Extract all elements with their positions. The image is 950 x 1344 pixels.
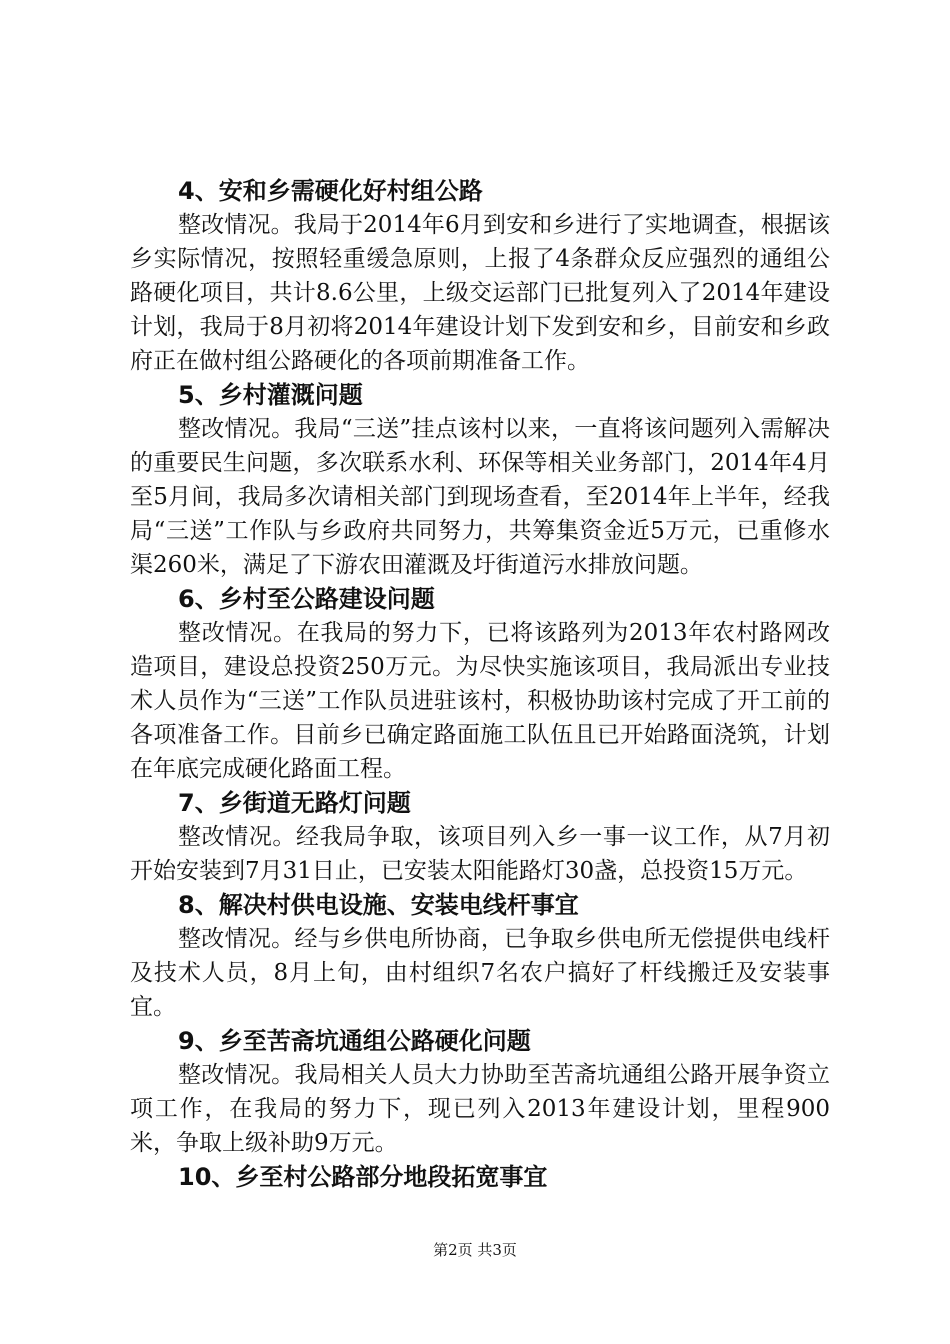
section-heading: 4、安和乡需硬化好村组公路: [178, 177, 483, 205]
section-9: [130, 1024, 830, 1160]
document-body: [130, 174, 830, 1194]
section-heading: 6、乡村至公路建设问题: [178, 585, 435, 613]
section-heading: 5、乡村灌溉问题: [178, 381, 363, 409]
section-heading: 9、乡至苦斋坑通组公路硬化问题: [178, 1027, 531, 1055]
section-5: [130, 378, 830, 582]
section-paragraph: 整改情况。经我局争取，该项目列入乡一事一议工作，从7月初开始安装到7月31日止，已安装太阳能路灯30盏，总投资15万元。: [130, 824, 830, 884]
section-heading: 8、解决村供电设施、安装电线杆事宜: [178, 891, 579, 919]
page-number-footer: 第2页 共3页: [433, 1241, 517, 1259]
section-7: [130, 786, 830, 888]
section-paragraph: 整改情况。我局于2014年6月到安和乡进行了实地调查，根据该乡实际情况，按照轻重缓急原则，上报了4条群众反应强烈的通组公路硬化项目，共计8.6公里，上级交运部门已批复列入了2014年建设计划，我局于8月初将2014年建设计划下发到安和乡，目前安和乡政府正在做村组公路硬化的各项前期准备工作。: [130, 212, 830, 374]
section-paragraph: 整改情况。我局相关人员大力协助至苦斋坑通组公路开展争资立项工作，在我局的努力下，现已列入2013年建设计划，里程900米，争取上级补助9万元。: [130, 1062, 830, 1156]
section-heading: 7、乡街道无路灯问题: [178, 789, 411, 817]
section-8: [130, 888, 830, 1024]
section-paragraph: 整改情况。我局“三送”挂点该村以来，一直将该问题列入需解决的重要民生问题，多次联系水利、环保等相关业务部门，2014年4月至5月间，我局多次请相关部门到现场查看，至2014年上半年，经我局“三送”工作队与乡政府共同努力，共筹集资金近5万元，已重修水渠260米，满足了下游农田灌溉及圩街道污水排放问题。: [130, 416, 830, 578]
section-4: [130, 174, 830, 378]
section-10: [130, 1160, 830, 1194]
section-paragraph: 整改情况。在我局的努力下，已将该路列为2013年农村路网改造项目，建设总投资250万元。为尽快实施该项目，我局派出专业技术人员作为“三送”工作队员进驻该村，积极协助该村完成了开工前的各项准备工作。目前乡已确定路面施工队伍且已开始路面浇筑，计划在年底完成硬化路面工程。: [130, 620, 830, 782]
section-paragraph: 整改情况。经与乡供电所协商，已争取乡供电所无偿提供电线杆及技术人员，8月上旬，由村组织7名农户搞好了杆线搬迁及安装事宜。: [130, 926, 830, 1020]
section-6: [130, 582, 830, 786]
section-heading: 10、乡至村公路部分地段拓宽事宜: [178, 1163, 548, 1191]
